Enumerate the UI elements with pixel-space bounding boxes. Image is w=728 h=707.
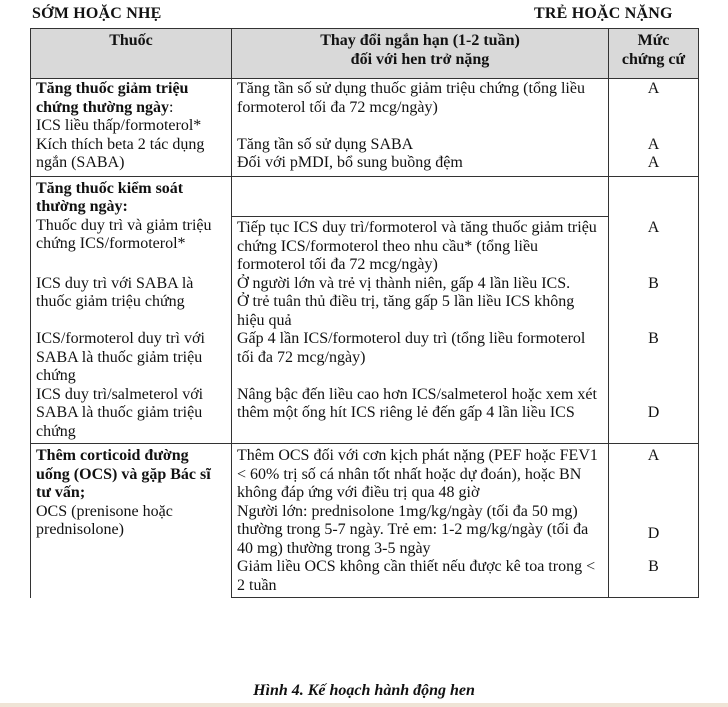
- table-row: [31, 330, 699, 386]
- severity-label-late-severe: TRẺ HOẶC NẶNG: [534, 5, 673, 22]
- section-title-suffix: :: [168, 98, 174, 116]
- evidence-cell: B: [609, 275, 699, 331]
- drug-cell: Thuốc duy trì và giảm triệu chứng ICS/formoterol*: [31, 217, 232, 275]
- table-row: [31, 136, 699, 177]
- drug-cell: Kích thích beta 2 tác dụng ngắn (SABA): [31, 136, 232, 177]
- change-cell: Tiếp tục ICS duy trì/formoterol và tăng thuốc giảm triệu chứng ICS/formoterol theo nhu cầu* (tổng liều formoterol tối đa 72 mcg/ngày): [232, 217, 609, 275]
- change-line: Ở trẻ tuân thủ điều trị, tăng gấp 5 lần liều ICS không hiệu quả: [237, 293, 575, 329]
- evidence-cell: [609, 176, 699, 217]
- evidence-value: A: [647, 135, 660, 153]
- table-row: [31, 176, 699, 217]
- table-row: [31, 79, 699, 136]
- table-row: [31, 217, 699, 275]
- change-cell: [232, 136, 609, 177]
- change-cell: Giảm liều OCS không cần thiết nếu được kê toa trong < 2 tuần: [232, 558, 609, 598]
- evidence-cell: D: [609, 386, 699, 444]
- change-cell: Tăng tần số sử dụng thuốc giảm triệu chứng (tổng liều formoterol tối đa 72 mcg/ngày): [232, 79, 609, 136]
- drug-cell: ICS/formoterol duy trì với SABA là thuốc giảm triệu chứng: [31, 330, 232, 386]
- change-cell: [232, 176, 609, 217]
- figure-caption: Hình 4. Kế hoạch hành động hen: [253, 682, 475, 699]
- severity-label-early-mild: SỚM HOẶC NHẸ: [32, 5, 162, 22]
- column-header-change-line1: Thay đổi ngắn hạn (1-2 tuần): [320, 32, 520, 49]
- column-header-drug: Thuốc: [31, 29, 232, 79]
- change-line: Tăng tần số sử dụng SABA: [237, 135, 414, 153]
- column-header-change: [232, 29, 609, 79]
- evidence-cell: A: [609, 79, 699, 136]
- drug-cell: ICS duy trì/salmeterol với SABA là thuốc giảm triệu chứng: [31, 386, 232, 444]
- table-header-row: [31, 29, 699, 79]
- drug-cell: [31, 444, 232, 598]
- evidence-cell: B: [609, 558, 699, 598]
- evidence-cell: B: [609, 330, 699, 386]
- evidence-cell: D: [609, 503, 699, 559]
- change-cell: Nâng bậc đến liều cao hơn ICS/salmeterol hoặc xem xét thêm một ống hít ICS riêng lẻ đến gấp 4 lần liều ICS: [232, 386, 609, 444]
- table-row: [31, 386, 699, 444]
- change-cell: Gấp 4 lần ICS/formoterol duy trì (tổng liều formoterol tối đa 72 mcg/ngày): [232, 330, 609, 386]
- change-line: Đối với pMDI, bổ sung buồng đệm: [237, 154, 463, 171]
- evidence-cell: A: [609, 444, 699, 503]
- table-row: [31, 444, 699, 503]
- drug-name: ICS liều thấp/formoterol*: [36, 117, 202, 134]
- page-edge-strip: [0, 703, 728, 707]
- change-line: Ở người lớn và trẻ vị thành niên, gấp 4 lần liều ICS.: [237, 274, 571, 292]
- column-header-change-line2: đối với hen trở nặng: [350, 50, 490, 68]
- change-cell: Người lớn: prednisolone 1mg/kg/ngày (tối đa 50 mg) thường trong 5-7 ngày. Trẻ em: 1-2 mg/kg/ngày (tối đa 40 mg) thường trong 3-5 ngày: [232, 503, 609, 559]
- section-title: Thêm corticoid đường uống (OCS) và gặp Bác sĩ tư vấn;: [36, 447, 211, 501]
- section-title: Tăng thuốc kiểm soát thường ngày:: [31, 176, 232, 217]
- evidence-value: A: [647, 154, 660, 171]
- asthma-action-table: [30, 28, 699, 598]
- evidence-cell: [609, 136, 699, 177]
- change-cell: Thêm OCS đối với cơn kịch phát nặng (PEF hoặc FEV1 < 60% trị số cá nhân tốt nhất hoặc dự đoán), hoặc BN không đáp ứng với điều trị qua 48 giờ: [232, 444, 609, 503]
- column-header-evidence-line2: chứng cứ: [621, 50, 686, 68]
- column-header-evidence-line1: Mức: [637, 32, 670, 49]
- drug-name: OCS (prenisone hoặc prednisolone): [36, 502, 173, 538]
- section-title: Tăng thuốc giảm triệu chứng thường ngày: [36, 80, 189, 116]
- drug-cell: [31, 79, 232, 136]
- table-row: [31, 275, 699, 331]
- column-header-evidence: [609, 29, 699, 79]
- evidence-cell: A: [609, 217, 699, 275]
- drug-cell: ICS duy trì với SABA là thuốc giảm triệu chứng: [31, 275, 232, 331]
- change-cell: [232, 275, 609, 331]
